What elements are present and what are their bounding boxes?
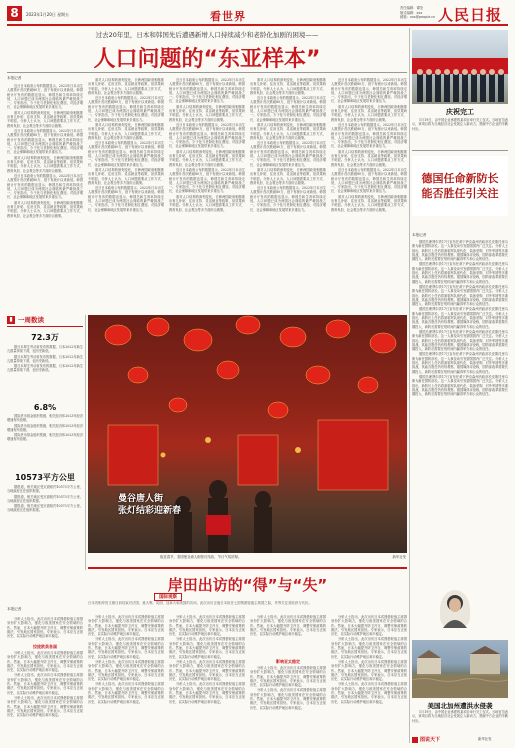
- editor-line: 邮箱：xxx@people.cn: [400, 15, 436, 20]
- author-portrait: [440, 590, 470, 628]
- stat-text: [7, 345, 83, 399]
- flood-photo: [412, 640, 508, 698]
- second-col4-a: [250, 615, 326, 657]
- right-paragraph: 德国总理朔尔茨17日宣布任命下萨克森州内政部长皮斯托里乌斯为新任国防部长。这一人事变动引发德国国内广泛关注。分析人士指出，新防长上任后将面临军队现代化、装备采购、对外军援等多重挑战，其能否胜任仍有待观察。德国媒体评论称，国防部改革需要长期投入，新防长需要在短时间内赢得军方和公众的信任。: [412, 262, 508, 284]
- observation-label: 国际观察: [154, 593, 182, 601]
- lead-body-col2: [88, 78, 164, 310]
- stat-value: 72.3万: [31, 333, 59, 342]
- lead-paragraph: 近日日本政府公布的数据显示，2022年日本出生人数预计首次跌破80万，创下有统计以来新低。韩国统计厅发布的数据也显示，韩国总和生育率持续走低，人口问题已成为两国社会面临的最严峻挑战之一。专家指出，少子化与老龄化相互叠加，对经济增长、社会保障和地区发展带来多重压力。: [88, 186, 164, 212]
- second-paragraph: 分析人士指出，此次出访日本试图借轮值主席国身份扩大影响力，强化与欧美国家在安全领域的合作。然而，日本大幅提升防卫开支、调整安保政策的做法，引发地区国家担忧。专家表示，日本应当正视历史，以实际行动维护地区和平稳定。: [7, 617, 83, 639]
- lead-paragraph: 近日日本政府公布的数据显示，2022年日本出生人数预计首次跌破80万，创下有统计以来新低。韩国统计厅发布的数据也显示，韩国总和生育率持续走低，人口问题已成为两国社会面临的最严峻挑战之一。专家指出，少子化与老龄化相互叠加，对经济增长、社会保障和地区发展带来多重压力。: [331, 122, 407, 149]
- stat-paragraph: 国际货币基金组织预测，相关经济体2023年经济增速有所放缓。: [7, 423, 83, 432]
- second-col1-b: [7, 651, 83, 743]
- second-col1-a: [7, 617, 83, 642]
- feature-byline: 本报记者: [412, 233, 427, 237]
- right-top-title: 庆祝完工: [446, 108, 474, 116]
- lead-paragraph: 面对人口结构的深刻变化，日韩两国政府相继推出育儿补贴、住房支持、灵活就业等政策，但效果尚不明显。分析人士认为，人口问题需要从工作方式、教育负担、社会观念等多方面综合施策。: [250, 78, 326, 95]
- editor-line: 责任编辑：谭莹: [400, 6, 424, 10]
- ceremony-photo: [412, 30, 508, 104]
- column-divider: [85, 315, 86, 570]
- lead-paragraph: 近日日本政府公布的数据显示，2022年日本出生人数预计首次跌破80万，创下有统计以来新低。韩国统计厅发布的数据也显示，韩国总和生育率持续走低，人口问题已成为两国社会面临的最严峻挑战之一。专家指出，少子化与老龄化相互叠加，对经济增长、社会保障和地区发展带来多重压力。: [331, 167, 407, 194]
- photo-caption-text: 临近春节，泰国曼谷唐人街张灯结彩，节日气氛浓厚。: [160, 555, 242, 559]
- second-paragraph: 分析人士指出，此次出访日本试图借轮值主席国身份扩大影响力，强化与欧美国家在安全领域的合作。然而，日本大幅提升防卫开支、调整安保政策的做法，引发地区国家担忧。专家表示，日本应当正视历史，以实际行动维护地区和平稳定。: [250, 666, 326, 688]
- right-feature-body: [412, 240, 508, 590]
- feature-title-box: [412, 156, 508, 216]
- page-number: 8: [7, 6, 22, 21]
- photo-illustration: [88, 315, 407, 553]
- lead-paragraph: 面对人口结构的深刻变化，日韩两国政府相继推出育儿补贴、住房支持、灵活就业等政策，但效果尚不明显。分析人士认为，人口问题需要从工作方式、教育负担、社会观念等多方面综合施策。: [331, 194, 407, 212]
- second-paragraph: 分析人士指出，此次出访日本试图借轮值主席国身份扩大影响力，强化与欧美国家在安全领域的合作。然而，日本大幅提升防卫开支、调整安保政策的做法，引发地区国家担忧。专家表示，日本应当正视历史，以实际行动维护地区和平稳定。: [169, 682, 245, 704]
- stat-paragraph: 据报道，相关地区受灾面积约10573平方公里，当地政府正在组织救援。: [7, 485, 83, 494]
- lead-paragraph: 近日日本政府公布的数据显示，2022年日本出生人数预计首次跌破80万，创下有统计以来新低。韩国统计厅发布的数据也显示，韩国总和生育率持续走低，人口问题已成为两国社会面临的最严峻挑战之一。专家指出，少子化与老龄化相互叠加，对经济增长、社会保障和地区发展带来多重压力。: [250, 96, 326, 122]
- photo-credit: 新华社发: [392, 555, 406, 559]
- lead-paragraph: 近日日本政府公布的数据显示，2022年日本出生人数预计首次跌破80万，创下有统计以来新低。韩国统计厅发布的数据也显示，韩国总和生育率持续走低，人口问题已成为两国社会面临的最严峻挑战之一。专家指出，少子化与老龄化相互叠加，对经济增长、社会保障和地区发展带来多重压力。: [88, 96, 164, 122]
- editors-block: [400, 6, 435, 20]
- lead-paragraph: 近日日本政府公布的数据显示，2022年日本出生人数预计首次跌破80万，创下有统计以来新低。韩国统计厅发布的数据也显示，韩国总和生育率持续走低，人口问题已成为两国社会面临的最严峻挑战之一。专家指出，少子化与老龄化相互叠加，对经济增长、社会保障和地区发展带来多重压力。: [169, 122, 245, 149]
- lead-paragraph: 面对人口结构的深刻变化，日韩两国政府相继推出育儿补贴、住房支持、灵活就业等政策，但效果尚不明显。分析人士认为，人口问题需要从工作方式、教育负担、社会观念等多方面综合施策。: [331, 104, 407, 122]
- masthead: 人民日报: [438, 6, 503, 24]
- chinatown-photo: [88, 315, 407, 553]
- lead-paragraph: 近日日本政府公布的数据显示，2022年日本出生人数预计首次跌破80万，创下有统计以来新低。韩国统计厅发布的数据也显示，韩国总和生育率持续走低，人口问题已成为两国社会面临的最严峻挑战之一。专家指出，少子化与老龄化相互叠加，对经济增长、社会保障和地区发展带来多重压力。: [331, 78, 407, 104]
- lead-paragraph: 近日日本政府公布的数据显示，2022年日本出生人数预计首次跌破80万，创下有统计以来新低。韩国统计厅发布的数据也显示，韩国总和生育率持续走低，人口问题已成为两国社会面临的最严峻挑战之一。专家指出，少子化与老龄化相互叠加，对经济增长、社会保障和地区发展带来多重压力。: [88, 141, 164, 167]
- second-paragraph: 分析人士指出，此次出访日本试图借轮值主席国身份扩大影响力，强化与欧美国家在安全领域的合作。然而，日本大幅提升防卫开支、调整安保政策的做法，引发地区国家担忧。专家表示，日本应当正视历史，以实际行动维护地区和平稳定。: [331, 659, 407, 682]
- second-paragraph: 分析人士指出，此次出访日本试图借轮值主席国身份扩大影响力，强化与欧美国家在安全领域的合作。然而，日本大幅提升防卫开支、调整安保政策的做法，引发地区国家担忧。专家表示，日本应当正视历史，以实际行动维护地区和平稳定。: [331, 682, 407, 704]
- photo-caption: [160, 555, 406, 560]
- stat-value: 6.8%: [33, 403, 57, 412]
- right-paragraph: 德国总理朔尔茨17日宣布任命下萨克森州内政部长皮斯托里乌斯为新任国防部长。这一人事变动引发德国国内广泛关注。分析人士指出，新防长上任后将面临军队现代化、装备采购、对外军援等多重挑战，其能否胜任仍有待观察。德国媒体评论称，国防部改革需要长期投入，新防长需要在短时间内赢得军方和公众的信任。: [412, 352, 508, 374]
- second-paragraph: 分析人士指出，此次出访日本试图借轮值主席国身份扩大影响力，强化与欧美国家在安全领域的合作。然而，日本大幅提升防卫开支、调整安保政策的做法，引发地区国家担忧。专家表示，日本应当正视历史，以实际行动维护地区和平稳定。: [169, 637, 245, 659]
- right-feature-title: 德国任命新防长 能否胜任引关注: [421, 172, 499, 200]
- lead-body-col3: [169, 78, 245, 310]
- subhead: 影响亚太稳定: [276, 659, 300, 664]
- lead-paragraph: 近日日本政府公布的数据显示，2022年日本出生人数预计首次跌破80万，创下有统计以来新低。韩国统计厅发布的数据也显示，韩国总和生育率持续走低，人口问题已成为两国社会面临的最严峻挑战之一。专家指出，少子化与老龄化相互叠加，对经济增长、社会保障和地区发展带来多重压力。: [169, 78, 245, 104]
- second-intro: 日本首相岸田文雄日前结束对法国、意大利、英国、加拿大和美国的访问。此次出访正值日本担任七国集团轮值主席国之际，外界关注其收获与代价。: [88, 601, 312, 605]
- section-name: 看世界: [210, 10, 246, 23]
- lead-paragraph: 近日日本政府公布的数据显示，2022年日本出生人数预计首次跌破80万，创下有统计以来新低。韩国统计厅发布的数据也显示，韩国总和生育率持续走低，人口问题已成为两国社会面临的最严峻挑战之一。专家指出，少子化与老龄化相互叠加，对经济增长、社会保障和地区发展带来多重压力。: [250, 186, 326, 212]
- second-paragraph: 分析人士指出，此次出访日本试图借轮值主席国身份扩大影响力，强化与欧美国家在安全领域的合作。然而，日本大幅提升防卫开支、调整安保政策的做法，引发地区国家担忧。专家表示，日本应当正视历史，以实际行动维护地区和平稳定。: [7, 651, 83, 673]
- right-paragraph: 1月19日，由中国企业承建的某项目举行完工仪式。当地官员表示，该项目将为当地经济社会发展注入新动力，感谢中方企业的辛勤付出。: [412, 118, 508, 131]
- right-bottom-title: 美国北加州遭洪水侵袭: [427, 702, 493, 710]
- stat-paragraph: 据报道，相关地区受灾面积约10573平方公里，当地政府正在组织救援。: [7, 494, 83, 503]
- right-paragraph: 德国总理朔尔茨17日宣布任命下萨克森州内政部长皮斯托里乌斯为新任国防部长。这一人事变动引发德国国内广泛关注。分析人士指出，新防长上任后将面临军队现代化、装备采购、对外军援等多重挑战，其能否胜任仍有待观察。德国媒体评论称，国防部改革需要长期投入，新防长需要在短时间内赢得军方和公众的信任。: [412, 284, 508, 307]
- divider: [7, 72, 407, 73]
- right-paragraph: 德国总理朔尔茨17日宣布任命下萨克森州内政部长皮斯托里乌斯为新任国防部长。这一人事变动引发德国国内广泛关注。分析人士指出，新防长上任后将面临军队现代化、装备采购、对外军援等多重挑战，其能否胜任仍有待观察。德国媒体评论称，国防部改革需要长期投入，新防长需要在短时间内赢得军方和公众的信任。: [412, 307, 508, 329]
- second-title: 岸田出访的“得”与“失”: [167, 576, 328, 594]
- right-top-body: [412, 118, 508, 146]
- sidebar-numbers: [7, 315, 83, 570]
- lead-kicker: 过去20年里，日本和韩国先后遭遇新增人口持续减少和老龄化加剧的困境——: [95, 31, 319, 39]
- second-paragraph: 分析人士指出，此次出访日本试图借轮值主席国身份扩大影响力，强化与欧美国家在安全领域的合作。然而，日本大幅提升防卫开支、调整安保政策的做法，引发地区国家担忧。专家表示，日本应当正视历史，以实际行动维护地区和平稳定。: [7, 673, 83, 695]
- second-paragraph: 分析人士指出，此次出访日本试图借轮值主席国身份扩大影响力，强化与欧美国家在安全领域的合作。然而，日本大幅提升防卫开支、调整安保政策的做法，引发地区国家担忧。专家表示，日本应当正视历史，以实际行动维护地区和平稳定。: [169, 615, 245, 637]
- stat-paragraph: 据日本厚生劳动省发布的数据，日本2022年新生儿数量持续下滑，创历史新低。: [7, 345, 83, 354]
- second-paragraph: 分析人士指出，此次出访日本试图借轮值主席国身份扩大影响力，强化与欧美国家在安全领域的合作。然而，日本大幅提升防卫开支、调整安保政策的做法，引发地区国家担忧。专家表示，日本应当正视历史，以实际行动维护地区和平稳定。: [331, 615, 407, 637]
- second-paragraph: 分析人士指出，此次出访日本试图借轮值主席国身份扩大影响力，强化与欧美国家在安全领域的合作。然而，日本大幅提升防卫开支、调整安保政策的做法，引发地区国家担忧。专家表示，日本应当正视历史，以实际行动维护地区和平稳定。: [7, 695, 83, 718]
- stat-text: [7, 414, 83, 468]
- lead-paragraph: 面对人口结构的深刻变化，日韩两国政府相继推出育儿补贴、住房支持、灵活就业等政策，但效果尚不明显。分析人士认为，人口问题需要从工作方式、教育负担、社会观念等多方面综合施策。: [169, 104, 245, 122]
- lead-title: 人口问题的“东亚样本”: [93, 47, 321, 72]
- section-rule: [88, 567, 407, 569]
- right-bottom-body: [412, 710, 508, 734]
- chart-icon: ▮: [7, 316, 15, 324]
- lead-paragraph: 面对人口结构的深刻变化，日韩两国政府相继推出育儿补贴、住房支持、灵活就业等政策，但效果尚不明显。分析人士认为，人口问题需要从工作方式、教育负担、社会观念等多方面综合施策。: [88, 167, 164, 185]
- stat-paragraph: 据报道，相关地区受灾面积约10573平方公里，当地政府正在组织救援。: [7, 504, 83, 513]
- divider: [412, 150, 508, 151]
- second-col3: [169, 615, 245, 743]
- lead-paragraph: 面对人口结构的深刻变化，日韩两国政府相继推出育儿补贴、住房支持、灵活就业等政策，但效果尚不明显。分析人士认为，人口问题需要从工作方式、教育负担、社会观念等多方面综合施策。: [7, 110, 83, 128]
- stat-paragraph: 国际货币基金组织预测，相关经济体2023年经济增速有所放缓。: [7, 414, 83, 423]
- lead-body-col1: [7, 84, 83, 310]
- stat-paragraph: 国际货币基金组织预测，相关经济体2023年经济增速有所放缓。: [7, 433, 83, 442]
- lead-paragraph: 面对人口结构的深刻变化，日韩两国政府相继推出育儿补贴、住房支持、灵活就业等政策，但效果尚不明显。分析人士认为，人口问题需要从工作方式、教育负担、社会观念等多方面综合施策。: [88, 122, 164, 140]
- flood-credit: 新华社发: [478, 737, 492, 741]
- intro-box: [88, 593, 407, 611]
- subhead: 拉拢欧美各国: [33, 644, 57, 649]
- stat-paragraph: 据日本厚生劳动省发布的数据，日本2022年新生儿数量持续下滑，创历史新低。: [7, 354, 83, 363]
- second-paragraph: 分析人士指出，此次出访日本试图借轮值主席国身份扩大影响力，强化与欧美国家在安全领域的合作。然而，日本大幅提升防卫开支、调整安保政策的做法，引发地区国家担忧。专家表示，日本应当正视历史，以实际行动维护地区和平稳定。: [250, 688, 326, 710]
- portrait-illustration: [440, 590, 470, 628]
- column-divider: [409, 28, 410, 743]
- editor-line: 版式编辑：xxx: [400, 10, 423, 15]
- lead-paragraph: 面对人口结构的深刻变化，日韩两国政府相继推出育儿补贴、住房支持、灵活就业等政策，但效果尚不明显。分析人士认为，人口问题需要从工作方式、教育负担、社会观念等多方面综合施策。: [169, 194, 245, 212]
- picture-label-text: 图说天下: [420, 737, 441, 743]
- picture-label: [412, 736, 440, 743]
- second-paragraph: 分析人士指出，此次出访日本试图借轮值主席国身份扩大影响力，强化与欧美国家在安全领域的合作。然而，日本大幅提升防卫开支、调整安保政策的做法，引发地区国家担忧。专家表示，日本应当正视历史，以实际行动维护地区和平稳定。: [88, 682, 164, 704]
- lead-paragraph: 近日日本政府公布的数据显示，2022年日本出生人数预计首次跌破80万，创下有统计以来新低。韩国统计厅发布的数据也显示，韩国总和生育率持续走低，人口问题已成为两国社会面临的最严峻挑战之一。专家指出，少子化与老龄化相互叠加，对经济增长、社会保障和地区发展带来多重压力。: [7, 173, 83, 200]
- lead-paragraph: 面对人口结构的深刻变化，日韩两国政府相继推出育儿补贴、住房支持、灵活就业等政策，但效果尚不明显。分析人士认为，人口问题需要从工作方式、教育负担、社会观念等多方面综合施策。: [169, 149, 245, 167]
- lead-paragraph: 近日日本政府公布的数据显示，2022年日本出生人数预计首次跌破80万，创下有统计以来新低。韩国统计厅发布的数据也显示，韩国总和生育率持续走低，人口问题已成为两国社会面临的最严峻挑战之一。专家指出，少子化与老龄化相互叠加，对经济增长、社会保障和地区发展带来多重压力。: [169, 167, 245, 194]
- photo-caption-title: 曼谷唐人街 张灯结彩迎新春: [118, 494, 182, 516]
- second-paragraph: 分析人士指出，此次出访日本试图借轮值主席国身份扩大影响力，强化与欧美国家在安全领域的合作。然而，日本大幅提升防卫开支、调整安保政策的做法，引发地区国家担忧。专家表示，日本应当正视历史，以实际行动维护地区和平稳定。: [88, 637, 164, 659]
- stat-value: 10573平方公里: [15, 473, 75, 482]
- lead-paragraph: 面对人口结构的深刻变化，日韩两国政府相继推出育儿补贴、住房支持、灵活就业等政策，但效果尚不明显。分析人士认为，人口问题需要从工作方式、教育负担、社会观念等多方面综合施策。: [331, 149, 407, 167]
- header-rule: [7, 24, 508, 26]
- lead-paragraph: 近日日本政府公布的数据显示，2022年日本出生人数预计首次跌破80万，创下有统计以来新低。韩国统计厅发布的数据也显示，韩国总和生育率持续走低，人口问题已成为两国社会面临的最严峻挑战之一。专家指出，少子化与老龄化相互叠加，对经济增长、社会保障和地区发展带来多重压力。: [7, 84, 83, 110]
- second-col2: [88, 615, 164, 743]
- lead-paragraph: 近日日本政府公布的数据显示，2022年日本出生人数预计首次跌破80万，创下有统计以来新低。韩国统计厅发布的数据也显示，韩国总和生育率持续走低，人口问题已成为两国社会面临的最严峻挑战之一。专家指出，少子化与老龄化相互叠加，对经济增长、社会保障和地区发展带来多重压力。: [7, 128, 83, 155]
- second-paragraph: 分析人士指出，此次出访日本试图借轮值主席国身份扩大影响力，强化与欧美国家在安全领域的合作。然而，日本大幅提升防卫开支、调整安保政策的做法，引发地区国家担忧。专家表示，日本应当正视历史，以实际行动维护地区和平稳定。: [88, 659, 164, 682]
- right-paragraph: 1月19日，由中国企业承建的某项目举行完工仪式。当地官员表示，该项目将为当地经济社会发展注入新动力，感谢中方企业的辛勤付出。: [412, 710, 508, 723]
- lead-paragraph: 面对人口结构的深刻变化，日韩两国政府相继推出育儿补贴、住房支持、灵活就业等政策，但效果尚不明显。分析人士认为，人口问题需要从工作方式、教育负担、社会观念等多方面综合施策。: [250, 167, 326, 185]
- byline-box: [7, 575, 83, 615]
- lead-body-col5: [331, 78, 407, 310]
- stat-text: [7, 485, 83, 537]
- lead-paragraph: 面对人口结构的深刻变化，日韩两国政府相继推出育儿补贴、住房支持、灵活就业等政策，但效果尚不明显。分析人士认为，人口问题需要从工作方式、教育负担、社会观念等多方面综合施策。: [7, 200, 83, 218]
- second-col5: [331, 615, 407, 743]
- sidebar-label: 一周数读: [18, 316, 44, 324]
- stat-paragraph: 据日本厚生劳动省发布的数据，日本2022年新生儿数量持续下滑，创历史新低。: [7, 364, 83, 373]
- second-paragraph: 分析人士指出，此次出访日本试图借轮值主席国身份扩大影响力，强化与欧美国家在安全领域的合作。然而，日本大幅提升防卫开支、调整安保政策的做法，引发地区国家担忧。专家表示，日本应当正视历史，以实际行动维护地区和平稳定。: [331, 637, 407, 659]
- second-col4-b: [250, 666, 326, 743]
- flood-illustration: [412, 640, 508, 698]
- second-paragraph: 分析人士指出，此次出访日本试图借轮值主席国身份扩大影响力，强化与欧美国家在安全领域的合作。然而，日本大幅提升防卫开支、调整安保政策的做法，引发地区国家担忧。专家表示，日本应当正视历史，以实际行动维护地区和平稳定。: [250, 615, 326, 637]
- lead-byline: 本报记者: [7, 76, 22, 80]
- second-paragraph: 分析人士指出，此次出访日本试图借轮值主席国身份扩大影响力，强化与欧美国家在安全领域的合作。然而，日本大幅提升防卫开支、调整安保政策的做法，引发地区国家担忧。专家表示，日本应当正视历史，以实际行动维护地区和平稳定。: [88, 615, 164, 637]
- lead-paragraph: 面对人口结构的深刻变化，日韩两国政府相继推出育儿补贴、住房支持、灵活就业等政策，但效果尚不明显。分析人士认为，人口问题需要从工作方式、教育负担、社会观念等多方面综合施策。: [88, 78, 164, 95]
- right-paragraph: 德国总理朔尔茨17日宣布任命下萨克森州内政部长皮斯托里乌斯为新任国防部长。这一人事变动引发德国国内广泛关注。分析人士指出，新防长上任后将面临军队现代化、装备采购、对外军援等多重挑战，其能否胜任仍有待观察。德国媒体评论称，国防部改革需要长期投入，新防长需要在短时间内赢得军方和公众的信任。: [412, 374, 508, 397]
- lead-body-col4: [250, 78, 326, 310]
- lead-paragraph: 面对人口结构的深刻变化，日韩两国政府相继推出育儿补贴、住房支持、灵活就业等政策，但效果尚不明显。分析人士认为，人口问题需要从工作方式、教育负担、社会观念等多方面综合施策。: [7, 155, 83, 173]
- sidebar-header: [7, 315, 83, 327]
- ceremony-illustration: [412, 30, 508, 104]
- second-paragraph: 分析人士指出，此次出访日本试图借轮值主席国身份扩大影响力，强化与欧美国家在安全领域的合作。然而，日本大幅提升防卫开支、调整安保政策的做法，引发地区国家担忧。专家表示，日本应当正视历史，以实际行动维护地区和平稳定。: [169, 659, 245, 682]
- date-line: 2023年1月20日 星期五: [26, 12, 70, 17]
- right-paragraph: 德国总理朔尔茨17日宣布任命下萨克森州内政部长皮斯托里乌斯为新任国防部长。这一人事变动引发德国国内广泛关注。分析人士指出，新防长上任后将面临军队现代化、装备采购、对外军援等多重挑战，其能否胜任仍有待观察。德国媒体评论称，国防部改革需要长期投入，新防长需要在短时间内赢得军方和公众的信任。: [412, 329, 508, 352]
- right-paragraph: 德国总理朔尔茨17日宣布任命下萨克森州内政部长皮斯托里乌斯为新任国防部长。这一人事变动引发德国国内广泛关注。分析人士指出，新防长上任后将面临军队现代化、装备采购、对外军援等多重挑战，其能否胜任仍有待观察。德国媒体评论称，国防部改革需要长期投入，新防长需要在短时间内赢得军方和公众的信任。: [412, 240, 508, 262]
- second-byline: 本报记者: [7, 607, 22, 611]
- lead-paragraph: 近日日本政府公布的数据显示，2022年日本出生人数预计首次跌破80万，创下有统计以来新低。韩国统计厅发布的数据也显示，韩国总和生育率持续走低，人口问题已成为两国社会面临的最严峻挑战之一。专家指出，少子化与老龄化相互叠加，对经济增长、社会保障和地区发展带来多重压力。: [250, 141, 326, 167]
- lead-paragraph: 面对人口结构的深刻变化，日韩两国政府相继推出育儿补贴、住房支持、灵活就业等政策，但效果尚不明显。分析人士认为，人口问题需要从工作方式、教育负担、社会观念等多方面综合施策。: [250, 122, 326, 140]
- camera-icon: [412, 737, 418, 743]
